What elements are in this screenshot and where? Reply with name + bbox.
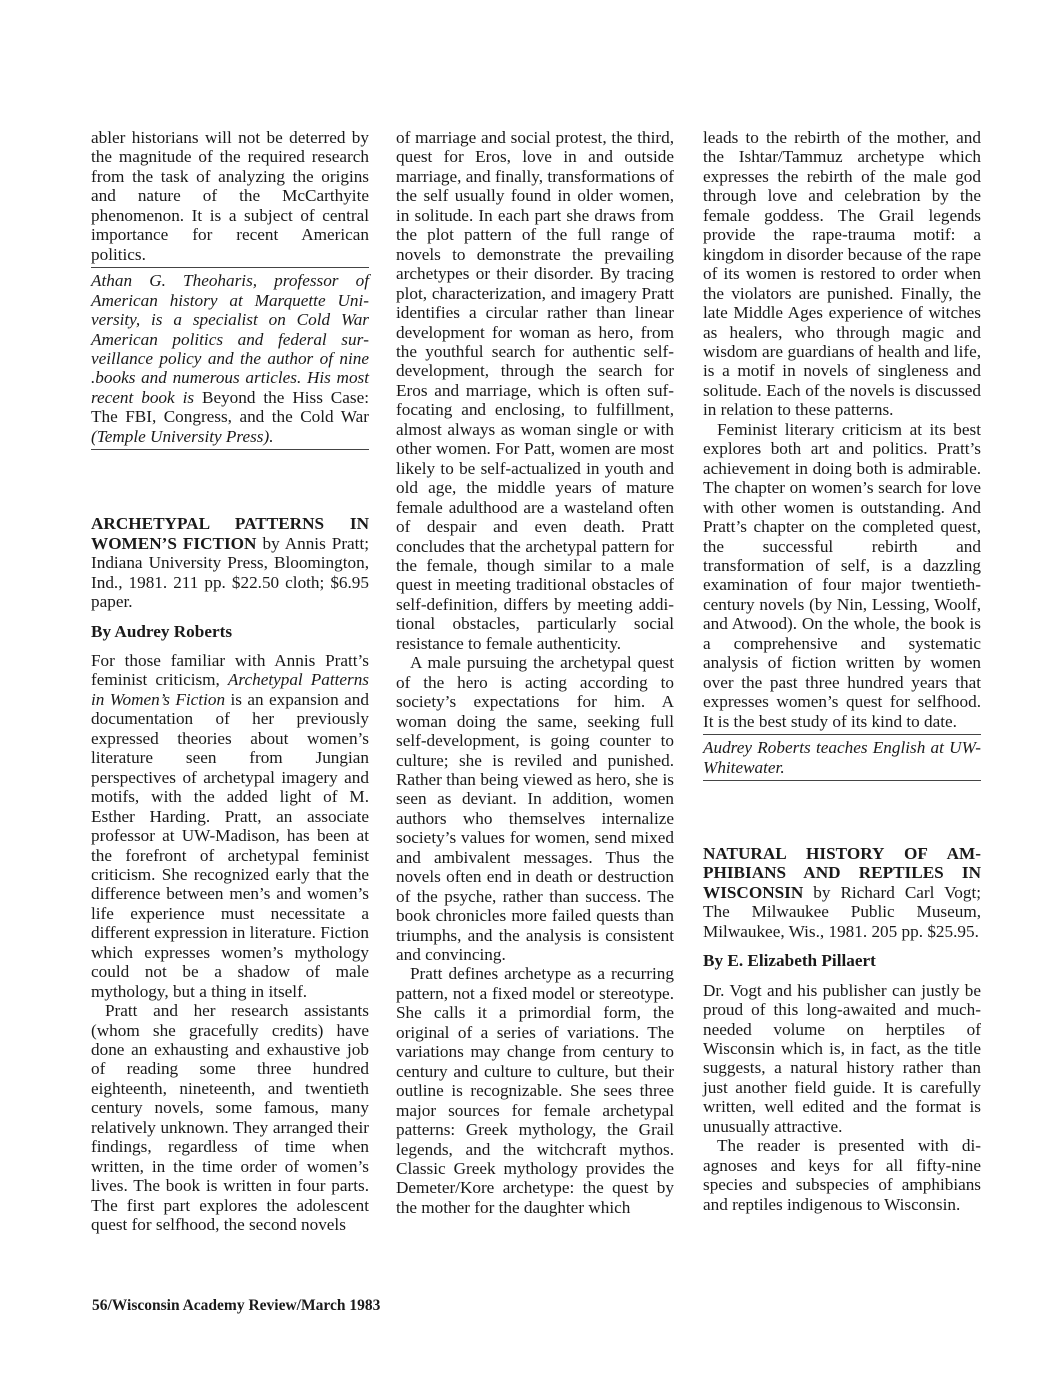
- bio-book-title: Beyond the Hiss Case: The FBI, Congress, and the Cold War: [91, 387, 369, 427]
- column-2: [396, 128, 674, 1217]
- review-paragraph: Dr. Vogt and his publisher can justly be proud of this long-awaited and much-needed volume on herptiles of Wisconsin which is, in fact, as the title suggests, a natural history rather than just another field guide. It is carefully written, well edited and the format is unusually attractive.: [703, 980, 981, 1136]
- divider: [703, 780, 981, 781]
- divider: [703, 734, 981, 735]
- divider: [91, 449, 369, 450]
- review-paragraph: leads to the rebirth of the mother, and the Ishtar/Tammuz archetype which expresses the rebirth of the male god through love and celebration by the female goddess. The Grail legends provide the rape-trauma motif: a kingdom in disorder because of the rape of its women is restored to order when the violators are punished. Finally, the late Middle Ages experience of witches as healers, who through magic and wisdom are guardians of health and life, is a motif in novels of singleness and solitude. Each of the novels is discussed in relation to these patterns.: [703, 128, 981, 420]
- review-paragraph: Feminist literary criticism at its best explores both art and politics. Pratt’s achievement in doing both is admirable. The chapter on women’s search for love with other women is outstanding. And Pratt’s chapter on the completed quest, the successful rebirth and transformation of self, is a dazzling examination of four major twentieth-century novels (by Nin, Lessing, Woolf, and Atwood). On the whole, the book is a comprehensive and systematic analysis of fiction written by women over the past three hundred years that expresses women’s quest for selfhood. It is the best study of its kind to date.: [703, 419, 981, 731]
- paragraph-text: For those familiar with Annis Pratt’s feminist criticism,: [91, 650, 369, 690]
- review-title: NATURAL HISTORY OF AMPHIBIANS AND REPTILES IN WISCONSIN: [703, 843, 981, 902]
- review-paragraph: [91, 651, 369, 1001]
- review-byline: By E. Elizabeth Pillaert: [703, 951, 876, 971]
- review-paragraph: The reader is presented with diagnoses and keys for all fifty-nine species and subspecies of amphibians and reptiles indigenous to Wisconsin.: [703, 1136, 981, 1214]
- review-heading-archetypal: [91, 514, 369, 611]
- divider: [91, 267, 369, 268]
- bio-text: Athan G. Theoharis, professor of American history at Marquette University, is a specialist on Cold War American politics and federal surveillance policy and the author of nine .books and numerous articles. His most recent book is: [91, 271, 369, 407]
- author-bio-roberts: Audrey Roberts teaches English at UW-Whitewater.: [703, 738, 981, 777]
- review-byline: By Audrey Roberts: [91, 621, 233, 641]
- intro-paragraph: abler historians will not be deterred by the magnitude of the required research from the task of analyzing the origins and nature of the McCarthyite phenomenon. It is a subject of central importance for recent American politics.: [91, 128, 369, 264]
- review-paragraph: A male pursuing the archetypal quest of the hero is acting according to society’s expectations for him. A woman doing the same, seeking full self-development, is going counter to culture; she is reviled and punished. Rather than being viewed as hero, she is seen as deviant. In addition, women authors who themselves internalize society’s values for women, send mixed and ambivalent messages. Thus the novels often end in death or destruction of the psyche, rather than success. The book chronicles more failed quests than triumphs, and the analysis is consistent and convincing.: [396, 653, 674, 965]
- book-title: Archetypal Patterns in Women’s Fiction: [91, 670, 369, 709]
- column-1: [91, 128, 369, 1235]
- author-bio-theoharis: [91, 271, 369, 446]
- review-paragraph: Pratt defines archetype as a recurring pattern, not a fixed model or stereotype. She calls it a primordial form, the original of a series of variations. The variations may change from century to century and culture to culture, but their outline is recognizable. She sees three major sources for female archetypal patterns: Greek mythology, the Grail legends, and the witchcraft mythos. Classic Greek mythology provides the Demeter/Kore archetype: the quest by the mother for the daughter which: [396, 964, 674, 1217]
- review-details: by Annis Pratt; Indiana University Press, Bloomington, Ind., 1981. 211 pp. $22.50 cloth; $6.95 paper.: [91, 533, 369, 612]
- review-paragraph: of marriage and social protest, the third, quest for Eros, love in and outside marriage, and finally, transformations of the self usually found in older women, in solitude. In each part she draws from the plot pattern of the full range of novels to demonstrate the prevailing archetypes or their disorder. By tracing plot, characterization, and imagery Pratt identifies a circular rather than linear development for woman as hero, from the youthful search for authentic self-development, through the search for Eros and marriage, which is often suffocating and enclosing, to fulfillment, almost always as woman single or with other women. For Patt, women are most likely to be self-actualized in youth and old age, the middle years of mature female adulthood are a wasteland often of despair and even death. Pratt concludes that the archetypal pattern for the female, though similar to a male quest in meeting traditional obstacles of self-definition, differs by meeting additional obstacles, particularly social resistance to female authenticity.: [396, 128, 674, 653]
- bio-publisher: (Temple University Press).: [91, 426, 274, 446]
- page-footer: 56/Wisconsin Academy Review/March 1983: [92, 1297, 381, 1314]
- column-3: [703, 128, 981, 1214]
- review-details: by Richard Carl Vogt; The Milwaukee Public Museum, Milwaukee, Wis., 1981. 205 pp. $25.95.: [703, 882, 982, 941]
- review-title: ARCHETYPAL PATTERNS IN WOMEN’S FICTION: [91, 514, 369, 553]
- review-paragraph: Pratt and her research assistants (whom she gracefully credits) have done an exhausting and exhaustive job of reading some three hundred eighteenth, nineteenth, and twentieth century novels, some famous, many relatively unknown. They arranged their findings, regardless of time when written, in the time order of women’s lives. The book is written in four parts. The first part explores the adolescent quest for selfhood, the second novels: [91, 1001, 369, 1235]
- paragraph-text: is an expansion and documentation of her previously expressed theories about women’s literature seen from Jungian perspectives of archetypal imagery and motifs, with the added light of M. Esther Harding. Pratt, an associate professor at UW-Madison, has been at the forefront of archetypal feminist criticism. She recognized early that the difference between men’s and women’s life experience must necessitate a different expression in literature. Fiction which expresses women’s mythology could not be a shadow of male mythology, but a thing in itself.: [91, 689, 369, 1001]
- review-heading-natural-history: [703, 844, 981, 941]
